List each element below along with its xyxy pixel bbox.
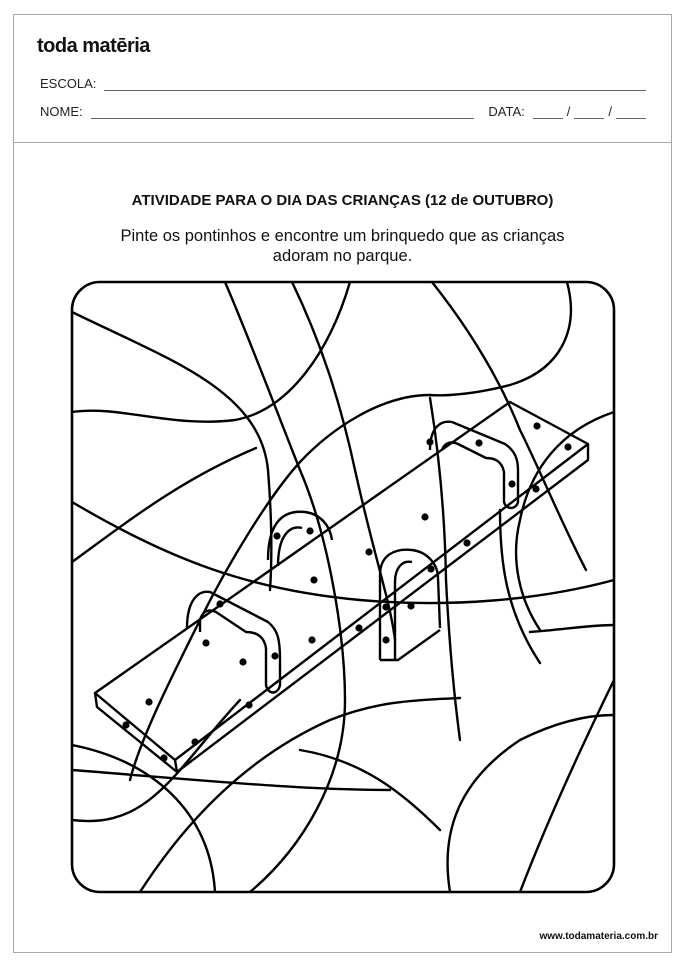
- name-label: NOME:: [40, 104, 83, 119]
- drawing-frame: [72, 282, 614, 892]
- school-field-row: [40, 76, 646, 91]
- date-field: [488, 104, 646, 119]
- brand-logo: toda matēria: [37, 35, 150, 57]
- date-year-line[interactable]: [616, 106, 646, 119]
- date-separator: /: [608, 104, 612, 119]
- school-label: ESCOLA:: [40, 76, 97, 91]
- background-curves: [72, 282, 614, 892]
- activity-instructions: [0, 226, 685, 266]
- date-day-line[interactable]: [533, 106, 563, 119]
- activity-title: ATIVIDADE PARA O DIA DAS CRIANÇAS (12 de OUTUBRO): [131, 192, 554, 209]
- name-date-field-row: [40, 104, 646, 119]
- instruction-line-2: adoram no parque.: [272, 247, 413, 265]
- date-label: DATA:: [488, 104, 525, 119]
- footer-url[interactable]: www.todamateria.com.br: [539, 931, 658, 942]
- date-separator: /: [566, 104, 571, 119]
- date-month-line[interactable]: [574, 106, 604, 119]
- worksheet-header: [14, 15, 671, 143]
- name-input-line[interactable]: [91, 106, 475, 119]
- coloring-drawing[interactable]: [70, 280, 616, 894]
- instruction-line-1: Pinte os pontinhos e encontre um brinquedo que as crianças: [120, 227, 565, 245]
- school-input-line[interactable]: [104, 78, 646, 91]
